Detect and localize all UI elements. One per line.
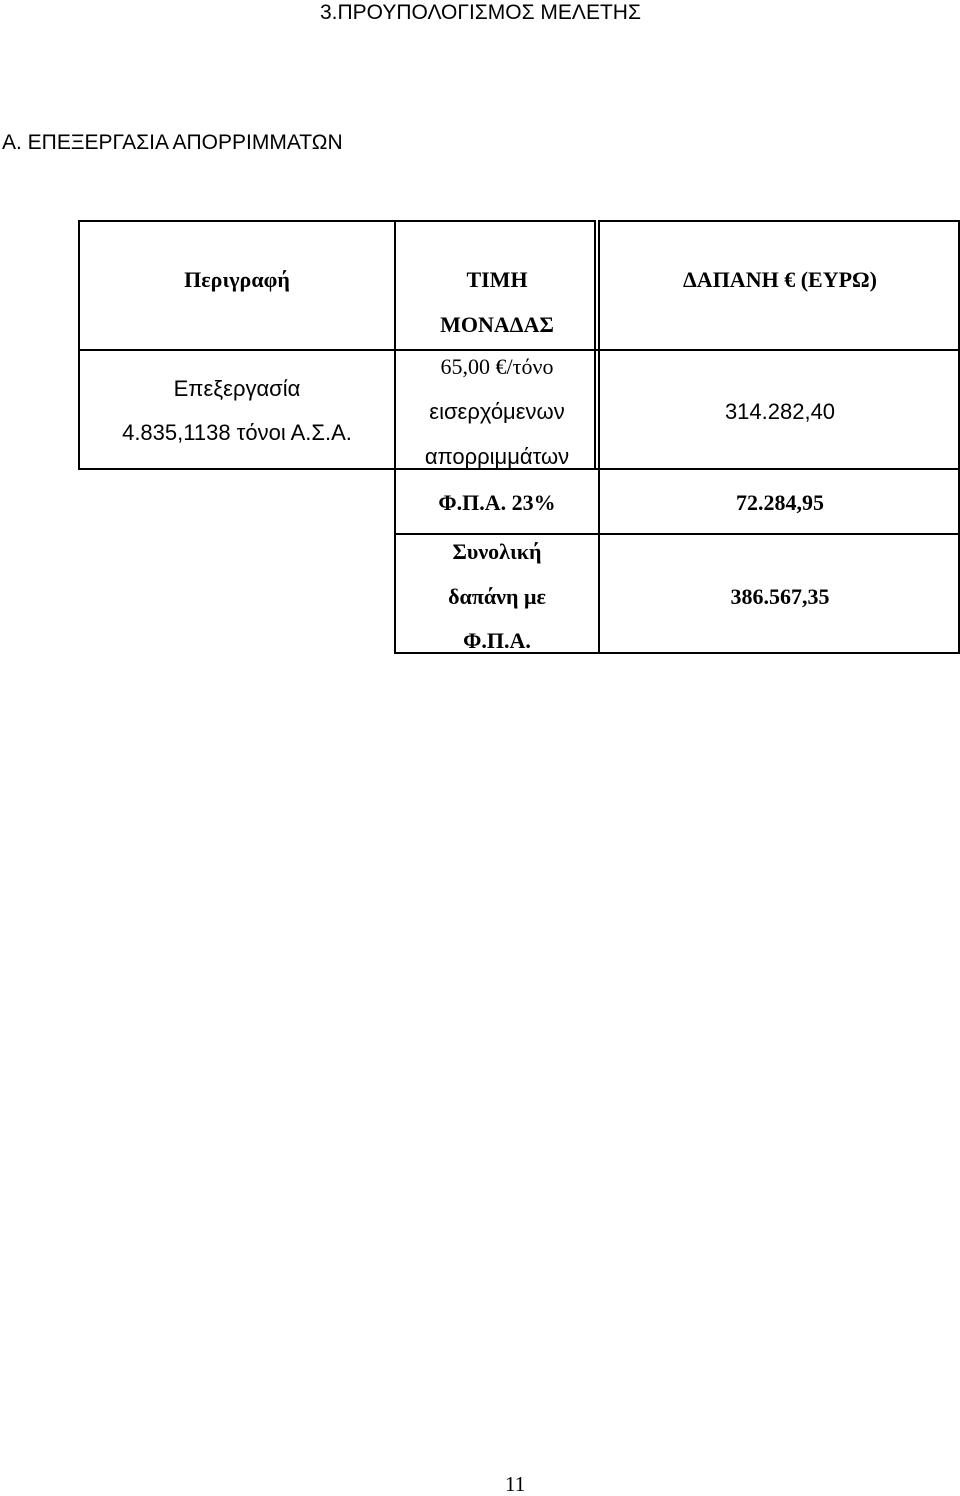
table-frame-right	[598, 220, 960, 470]
header-separator	[78, 349, 960, 351]
total-label-line1: Συνολική	[452, 539, 542, 564]
row-cost: 314.282,40	[724, 399, 836, 424]
vat-value: 72.284,95	[736, 490, 824, 515]
row-unit-price-line3: απορριμμάτων	[424, 444, 570, 469]
vat-label: Φ.Π.Α. 23%	[438, 490, 556, 515]
subsection-heading: Α. ΕΠΕΞΕΡΓΑΣΙΑ ΑΠΟΡΡΙΜΜΑΤΩΝ	[2, 131, 343, 154]
header-unit-price-line1: ΤΙΜΗ	[466, 267, 528, 292]
header-description: Περιγραφή	[184, 267, 290, 292]
row-unit-price-line1: 65,00 €/τόνο	[440, 354, 554, 379]
header-unit-price-line2: ΜΟΝΑΔΑΣ	[440, 312, 554, 337]
row-unit-price-line2: εισερχόμενων	[429, 399, 565, 424]
header-cost: ΔΑΠΑΝΗ € (ΕΥΡΩ)	[683, 267, 877, 292]
total-value: 386.567,35	[730, 584, 830, 609]
section-heading: 3.ΠΡΟΥΠΟΛΟΓΙΣΜΟΣ ΜΕΛΕΤΗΣ	[320, 1, 641, 24]
totals-separator	[394, 533, 960, 535]
total-label-line2: δαπάνη με	[448, 584, 546, 609]
page-number: 11	[505, 1472, 526, 1496]
row-description-line1: Επεξεργασία	[173, 376, 301, 401]
total-label-line3: Φ.Π.Α.	[463, 628, 531, 653]
row-description-line2: 4.835,1138 τόνοι Α.Σ.Α.	[122, 420, 352, 445]
